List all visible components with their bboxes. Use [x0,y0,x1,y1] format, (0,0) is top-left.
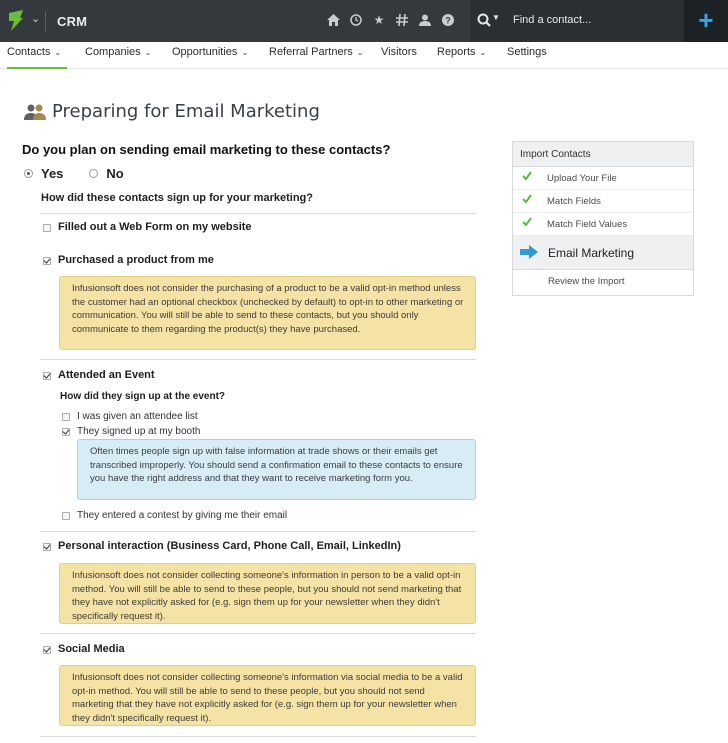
step-match-fields[interactable]: Match Fields [513,190,693,213]
chevron-down-icon: ⌄ [241,48,249,57]
help-icon[interactable] [441,12,455,28]
add-button[interactable]: + [684,0,728,42]
attendee-list-checkbox[interactable] [62,413,70,421]
checkmark-icon [522,217,532,227]
no-label[interactable]: No [106,166,124,181]
signup-question: How did these contacts sign up for your marketing? [41,192,313,204]
quick-icons [326,12,455,28]
clock-icon[interactable] [349,12,363,28]
app-menu-chevron-icon[interactable]: ⌄ [31,13,41,25]
nav-referral-partners[interactable]: Referral Partners ⌄ [269,46,364,58]
event-signup-question: How did they sign up at the event? [60,391,226,402]
step-match-field-values[interactable]: Match Field Values [513,213,693,236]
main-nav [0,42,728,69]
nav-opportunities[interactable]: Opportunities ⌄ [172,46,249,58]
app-title[interactable]: CRM [57,14,88,29]
divider [40,359,476,360]
personal-interaction-warning-note: Infusionsoft does not consider collecting someone's information in person to be a valid opt-in method. You will still be able to send to these people, but you should not send marketing that they have not explicitly asked for (e.g. sign them up for your newsletter when they didn't specifically request it). [59,563,476,624]
event-label[interactable]: Attended an Event [58,369,155,381]
purchased-checkbox[interactable] [43,257,51,265]
divider [40,213,476,214]
no-radio[interactable] [89,169,98,178]
nav-companies[interactable]: Companies ⌄ [85,46,152,58]
contest-label[interactable]: They entered a contest by giving me their email [77,510,288,521]
page-header [24,101,320,122]
booth-label[interactable]: They signed up at my booth [77,426,201,437]
arrow-right-icon [520,245,538,259]
search-icon[interactable] [477,13,493,29]
user-icon[interactable] [418,12,432,28]
search-box[interactable] [470,0,684,42]
step-review-import[interactable]: Review the Import [548,276,625,287]
star-icon[interactable]: ★ [373,13,385,27]
people-icon [24,103,46,121]
booth-checkbox[interactable] [62,428,70,436]
yes-label[interactable]: Yes [41,166,64,181]
top-bar [0,0,728,42]
search-input[interactable]: Find a contact... [513,14,592,26]
email-marketing-question: Do you plan on sending email marketing to these contacts? [22,142,391,157]
svg-text:?: ? [445,15,451,26]
booth-info-note: Often times people sign up with false information at trade shows or their emails get transcribed improperly. You should send a confirmation email to these contacts to ensure you have the right address and that they want to receive marketing form you. [77,439,476,500]
yes-no-radio-group [24,166,150,181]
checkmark-icon [522,171,532,181]
web-form-checkbox[interactable] [43,224,51,232]
step-email-marketing[interactable]: Email Marketing [513,236,693,270]
chevron-down-icon: ⌄ [144,48,152,57]
nav-active-indicator [7,67,67,69]
personal-interaction-checkbox[interactable] [43,543,51,551]
social-media-checkbox[interactable] [43,646,51,654]
chevron-down-icon: ⌄ [54,48,62,57]
purchased-warning-note: Infusionsoft does not consider the purchasing of a product to be a valid opt-in method unless the customer had an optional checkbox (unchecked by default) to opt-in to other marketing or communication. You will still be able to send to these contacts, but you should only communicate to them regarding the product(s) they have purchased. [59,276,476,350]
chevron-down-icon: ⌄ [356,48,364,57]
checkmark-icon [522,194,532,204]
search-scope-chevron-icon[interactable]: ▼ [492,13,500,22]
attendee-list-label[interactable]: I was given an attendee list [77,411,198,422]
topbar-divider [45,11,46,31]
nav-reports[interactable]: Reports ⌄ [437,46,487,58]
contest-checkbox[interactable] [62,512,70,520]
divider [40,633,476,634]
nav-visitors[interactable]: Visitors [381,46,417,58]
personal-interaction-label[interactable]: Personal interaction (Business Card, Phone Call, Email, LinkedIn) [58,540,401,552]
social-media-label[interactable]: Social Media [58,643,125,655]
event-checkbox[interactable] [43,372,51,380]
app-logo-icon[interactable] [7,10,25,31]
web-form-label[interactable]: Filled out a Web Form on my website [58,221,252,233]
nav-settings[interactable]: Settings [507,46,547,58]
step-upload-file[interactable]: Upload Your File [513,167,693,190]
page-title: Preparing for Email Marketing [52,101,320,122]
chevron-down-icon: ⌄ [479,48,487,57]
import-steps-title: Import Contacts [513,142,693,167]
yes-radio[interactable] [24,169,33,178]
home-icon[interactable] [326,12,340,28]
hashtag-icon[interactable] [395,12,409,28]
social-media-warning-note: Infusionsoft does not consider collecting someone's information via social media to be a valid opt-in method. You will still be able to send to these people, but you should not send marketing that they have not explicitly asked for (e.g. sign them up for your newsletter when they didn't specifically request it). [59,665,476,726]
divider [40,531,476,532]
divider [40,736,476,737]
import-steps-panel [512,141,694,296]
purchased-label[interactable]: Purchased a product from me [58,254,214,266]
nav-contacts[interactable]: Contacts ⌄ [7,46,62,58]
